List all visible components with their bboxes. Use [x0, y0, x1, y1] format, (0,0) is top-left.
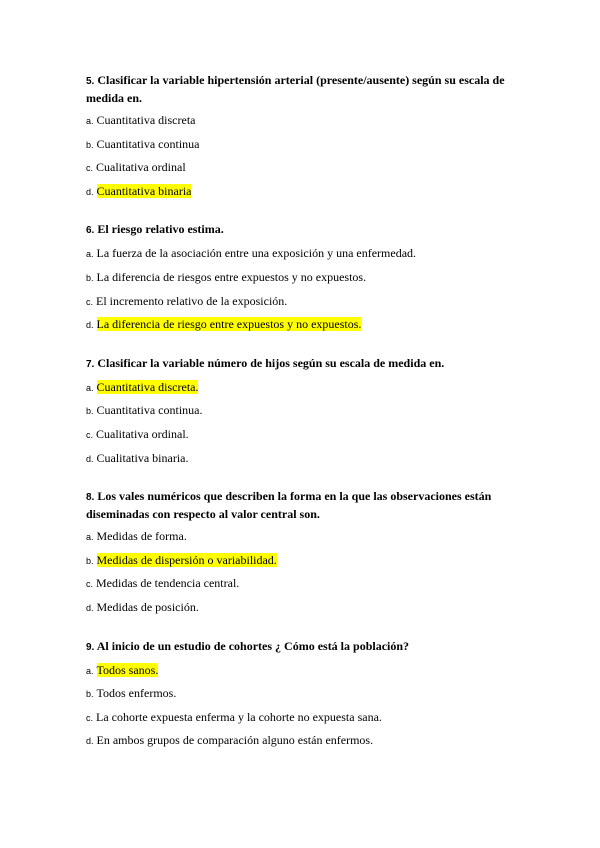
option-text: Cualitativa ordinal: [96, 160, 186, 175]
option-text-highlighted: Todos sanos.: [96, 662, 159, 677]
question-6: [86, 221, 526, 333]
document-page: [86, 72, 526, 757]
option-a: [86, 529, 526, 545]
question-title: [86, 355, 526, 373]
option-a: [86, 380, 526, 396]
option-text: Cuantitativa continua: [96, 136, 200, 151]
option-text: Medidas de forma.: [96, 529, 187, 544]
option-text: Cuantitativa continua.: [96, 403, 203, 418]
option-letter: d.: [86, 320, 94, 331]
option-c: [86, 710, 526, 726]
option-letter: a.: [86, 532, 94, 543]
option-text: El incremento relativo de la exposición.: [96, 293, 288, 308]
option-letter: b.: [86, 555, 94, 566]
option-a: [86, 663, 526, 679]
question-title: [86, 638, 526, 656]
question-text: Los vales numéricos que describen la forma en la que las observaciones están diseminadas con respecto al valor central son.: [86, 489, 492, 522]
option-c: [86, 294, 526, 310]
option-letter: a.: [86, 249, 94, 260]
option-letter: d.: [86, 453, 94, 464]
option-letter: b.: [86, 689, 94, 700]
spacer: [86, 207, 526, 221]
option-letter: a.: [86, 665, 94, 676]
question-9: [86, 638, 526, 750]
option-text: Medidas de posición.: [96, 599, 199, 614]
question-title: [86, 488, 526, 522]
option-text: La diferencia de riesgos entre expuestos y no expuestos.: [96, 269, 367, 284]
question-number: 5.: [86, 76, 95, 87]
option-b: [86, 686, 526, 702]
question-text: El riesgo relativo estima.: [97, 222, 224, 237]
question-title: [86, 221, 526, 239]
option-text: Medidas de tendencia central.: [96, 576, 240, 591]
option-d: [86, 184, 526, 200]
option-letter: a.: [86, 382, 94, 393]
option-a: [86, 246, 526, 262]
option-letter: b.: [86, 406, 94, 417]
option-text: En ambos grupos de comparación alguno están enfermos.: [96, 733, 374, 748]
question-text: Clasificar la variable número de hijos según su escala de medida en.: [97, 355, 445, 370]
option-text: Cualitativa binaria.: [96, 450, 189, 465]
option-c: [86, 576, 526, 592]
option-letter: b.: [86, 272, 94, 283]
option-letter: d.: [86, 736, 94, 747]
option-text: La fuerza de la asociación entre una exposición y una enfermedad.: [96, 246, 417, 261]
option-b: [86, 553, 526, 569]
option-text-highlighted: Cuantitativa binaria: [96, 183, 192, 198]
question-text: Al inicio de un estudio de cohortes ¿ Cómo está la población?: [96, 638, 410, 653]
option-a: [86, 113, 526, 129]
spacer: [86, 474, 526, 488]
option-b: [86, 137, 526, 153]
option-b: [86, 270, 526, 286]
option-d: [86, 317, 526, 333]
option-letter: c.: [86, 712, 94, 723]
option-text: Todos enfermos.: [96, 686, 177, 701]
option-letter: d.: [86, 186, 94, 197]
option-letter: a.: [86, 116, 94, 126]
question-number: 7.: [86, 358, 95, 370]
option-d: [86, 451, 526, 467]
option-letter: d.: [86, 602, 94, 613]
option-text-highlighted: Cuantitativa discreta.: [96, 379, 199, 394]
question-title: [86, 72, 526, 106]
option-letter: c.: [86, 163, 94, 174]
spacer: [86, 341, 526, 355]
option-letter: c.: [86, 579, 94, 590]
question-7: [86, 355, 526, 467]
question-number: 8.: [86, 492, 95, 504]
option-letter: c.: [86, 429, 94, 440]
question-number: 9.: [86, 641, 95, 653]
question-8: [86, 488, 526, 616]
option-c: [86, 427, 526, 443]
option-text-highlighted: Medidas de dispersión o variabilidad.: [96, 552, 277, 567]
question-text: Clasificar la variable hipertensión arterial (presente/ausente) según su escala de medida en.: [86, 73, 505, 105]
option-text: Cuantitativa discreta: [96, 113, 196, 127]
option-letter: c.: [86, 296, 94, 307]
option-c: [86, 160, 526, 176]
option-letter: b.: [86, 139, 94, 150]
option-text-highlighted: La diferencia de riesgo entre expuestos y no expuestos.: [96, 317, 362, 332]
option-b: [86, 403, 526, 419]
question-number: 6.: [86, 225, 95, 237]
option-text: La cohorte expuesta enferma y la cohorte no expuesta sana.: [96, 709, 382, 724]
option-text: Cualitativa ordinal.: [96, 426, 189, 441]
question-5: [86, 72, 526, 200]
option-d: [86, 600, 526, 616]
spacer: [86, 624, 526, 638]
option-d: [86, 733, 526, 749]
